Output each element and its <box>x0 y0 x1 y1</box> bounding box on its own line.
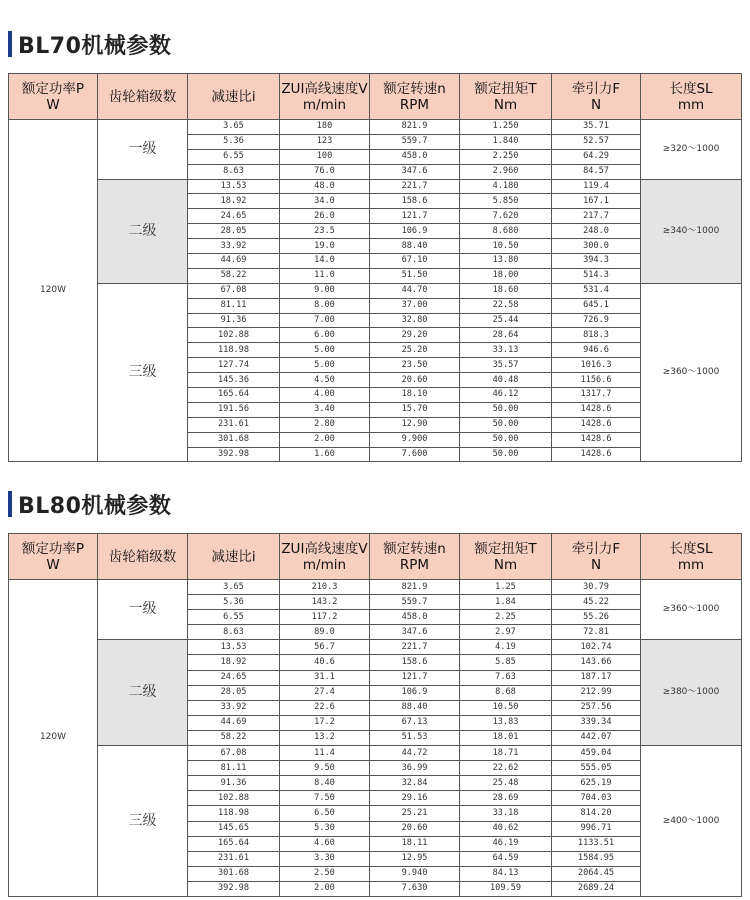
ratio-cell: 24.65 <box>188 209 280 224</box>
torque-cell: 25.48 <box>460 776 552 791</box>
rpm-cell: 12.90 <box>370 417 460 432</box>
header-power: 额定功率P W <box>9 534 98 580</box>
rpm-cell: 18.10 <box>370 388 460 403</box>
force-cell: 45.22 <box>552 595 641 610</box>
bl80-title <box>8 488 741 520</box>
ratio-cell: 165.64 <box>188 388 280 403</box>
rpm-cell: 9.900 <box>370 432 460 447</box>
header-power: 额定功率P W <box>9 74 98 120</box>
length-cell: ≥340～1000 <box>641 179 742 283</box>
ratio-cell: 8.63 <box>188 625 280 640</box>
force-cell: 1156.6 <box>552 373 641 388</box>
force-cell: 1428.6 <box>552 447 641 462</box>
force-cell: 1428.6 <box>552 432 641 447</box>
torque-cell: 18.00 <box>460 268 552 283</box>
torque-cell: 22.58 <box>460 298 552 313</box>
force-cell: 52.57 <box>552 134 641 149</box>
rpm-cell: 44.70 <box>370 283 460 298</box>
stage-cell: 一级 <box>98 580 188 640</box>
force-cell: 55.26 <box>552 610 641 625</box>
torque-cell: 2.97 <box>460 625 552 640</box>
speed-cell: 56.7 <box>280 640 370 655</box>
speed-cell: 9.50 <box>280 761 370 776</box>
length-cell: ≥360～1000 <box>641 283 742 462</box>
force-cell: 35.71 <box>552 120 641 135</box>
ratio-cell: 301.68 <box>188 866 280 881</box>
ratio-cell: 44.69 <box>188 254 280 269</box>
torque-cell: 28.64 <box>460 328 552 343</box>
speed-cell: 4.00 <box>280 388 370 403</box>
rpm-cell: 106.9 <box>370 685 460 700</box>
table-row <box>9 640 742 655</box>
torque-cell: 8.680 <box>460 224 552 239</box>
ratio-cell: 118.98 <box>188 343 280 358</box>
rpm-cell: 121.7 <box>370 670 460 685</box>
speed-cell: 34.0 <box>280 194 370 209</box>
speed-cell: 11.4 <box>280 746 370 761</box>
speed-cell: 89.0 <box>280 625 370 640</box>
stage-cell: 二级 <box>98 640 188 746</box>
force-cell: 514.3 <box>552 268 641 283</box>
ratio-cell: 392.98 <box>188 447 280 462</box>
rpm-cell: 7.600 <box>370 447 460 462</box>
header-speed: ZUI高线速度V m/min <box>280 534 370 580</box>
ratio-cell: 165.64 <box>188 836 280 851</box>
rpm-cell: 158.6 <box>370 655 460 670</box>
torque-cell: 18.71 <box>460 746 552 761</box>
speed-cell: 76.0 <box>280 164 370 179</box>
rpm-cell: 221.7 <box>370 640 460 655</box>
rpm-cell: 12.95 <box>370 851 460 866</box>
speed-cell: 8.40 <box>280 776 370 791</box>
force-cell: 2064.45 <box>552 866 641 881</box>
speed-cell: 9.00 <box>280 283 370 298</box>
torque-cell: 8.68 <box>460 685 552 700</box>
ratio-cell: 18.92 <box>188 194 280 209</box>
bl70-title-text: BL70机械参数 <box>18 33 172 59</box>
speed-cell: 2.00 <box>280 432 370 447</box>
ratio-cell: 33.92 <box>188 239 280 254</box>
rpm-cell: 559.7 <box>370 134 460 149</box>
header-force: 牵引力F N <box>552 534 641 580</box>
speed-cell: 13.2 <box>280 730 370 745</box>
header-length: 长度SL mm <box>641 74 742 120</box>
torque-cell: 33.18 <box>460 806 552 821</box>
ratio-cell: 58.22 <box>188 268 280 283</box>
power-cell: 120W <box>9 120 98 462</box>
ratio-cell: 13.53 <box>188 640 280 655</box>
torque-cell: 7.620 <box>460 209 552 224</box>
bl70-section <box>8 28 741 462</box>
ratio-cell: 33.92 <box>188 700 280 715</box>
force-cell: 814.20 <box>552 806 641 821</box>
ratio-cell: 5.36 <box>188 595 280 610</box>
torque-cell: 2.25 <box>460 610 552 625</box>
force-cell: 555.05 <box>552 761 641 776</box>
speed-cell: 117.2 <box>280 610 370 625</box>
rpm-cell: 88.40 <box>370 239 460 254</box>
ratio-cell: 67.08 <box>188 283 280 298</box>
force-cell: 257.56 <box>552 700 641 715</box>
force-cell: 442.07 <box>552 730 641 745</box>
speed-cell: 2.00 <box>280 881 370 896</box>
ratio-cell: 18.92 <box>188 655 280 670</box>
ratio-cell: 24.65 <box>188 670 280 685</box>
header-rpm: 额定转速n RPM <box>370 534 460 580</box>
force-cell: 1133.51 <box>552 836 641 851</box>
rpm-cell: 51.53 <box>370 730 460 745</box>
torque-cell: 25.44 <box>460 313 552 328</box>
stage-cell: 三级 <box>98 746 188 897</box>
rpm-cell: 9.940 <box>370 866 460 881</box>
table-row <box>9 580 742 595</box>
speed-cell: 5.30 <box>280 821 370 836</box>
speed-cell: 2.80 <box>280 417 370 432</box>
force-cell: 1428.6 <box>552 417 641 432</box>
rpm-cell: 51.50 <box>370 268 460 283</box>
speed-cell: 11.0 <box>280 268 370 283</box>
torque-cell: 50.00 <box>460 447 552 462</box>
header-row <box>9 534 742 580</box>
ratio-cell: 91.36 <box>188 313 280 328</box>
header-row <box>9 74 742 120</box>
ratio-cell: 13.53 <box>188 179 280 194</box>
length-cell: ≥380～1000 <box>641 640 742 746</box>
ratio-cell: 231.61 <box>188 417 280 432</box>
speed-cell: 5.00 <box>280 358 370 373</box>
table-row <box>9 746 742 761</box>
ratio-cell: 28.05 <box>188 224 280 239</box>
rpm-cell: 23.50 <box>370 358 460 373</box>
torque-cell: 1.840 <box>460 134 552 149</box>
speed-cell: 4.50 <box>280 373 370 388</box>
force-cell: 217.7 <box>552 209 641 224</box>
rpm-cell: 20.60 <box>370 821 460 836</box>
bl80-spec-table <box>8 533 742 897</box>
speed-cell: 48.0 <box>280 179 370 194</box>
torque-cell: 64.59 <box>460 851 552 866</box>
speed-cell: 210.3 <box>280 580 370 595</box>
rpm-cell: 32.80 <box>370 313 460 328</box>
force-cell: 459.04 <box>552 746 641 761</box>
speed-cell: 3.30 <box>280 851 370 866</box>
force-cell: 1016.3 <box>552 358 641 373</box>
length-cell: ≥400～1000 <box>641 746 742 897</box>
rpm-cell: 821.9 <box>370 580 460 595</box>
ratio-cell: 118.98 <box>188 806 280 821</box>
torque-cell: 40.48 <box>460 373 552 388</box>
stage-cell: 三级 <box>98 283 188 462</box>
bl70-title <box>8 28 741 60</box>
header-ratio: 减速比i <box>188 74 280 120</box>
speed-cell: 123 <box>280 134 370 149</box>
rpm-cell: 29.16 <box>370 791 460 806</box>
length-cell: ≥360～1000 <box>641 580 742 640</box>
torque-cell: 13.83 <box>460 715 552 730</box>
table-row <box>9 179 742 194</box>
ratio-cell: 145.36 <box>188 373 280 388</box>
torque-cell: 50.00 <box>460 432 552 447</box>
rpm-cell: 37.00 <box>370 298 460 313</box>
speed-cell: 4.60 <box>280 836 370 851</box>
header-rpm: 额定转速n RPM <box>370 74 460 120</box>
rpm-cell: 559.7 <box>370 595 460 610</box>
ratio-cell: 28.05 <box>188 685 280 700</box>
bl80-table-body <box>9 580 742 897</box>
speed-cell: 7.50 <box>280 791 370 806</box>
speed-cell: 6.00 <box>280 328 370 343</box>
force-cell: 187.17 <box>552 670 641 685</box>
stage-cell: 一级 <box>98 120 188 180</box>
force-cell: 645.1 <box>552 298 641 313</box>
force-cell: 167.1 <box>552 194 641 209</box>
speed-cell: 40.6 <box>280 655 370 670</box>
rpm-cell: 121.7 <box>370 209 460 224</box>
ratio-cell: 58.22 <box>188 730 280 745</box>
torque-cell: 46.12 <box>460 388 552 403</box>
header-stage: 齿轮箱级数 <box>98 534 188 580</box>
force-cell: 143.66 <box>552 655 641 670</box>
ratio-cell: 145.65 <box>188 821 280 836</box>
force-cell: 818.3 <box>552 328 641 343</box>
header-stage: 齿轮箱级数 <box>98 74 188 120</box>
header-force: 牵引力F N <box>552 74 641 120</box>
header-length: 长度SL mm <box>641 534 742 580</box>
rpm-cell: 458.0 <box>370 610 460 625</box>
table-row <box>9 120 742 135</box>
ratio-cell: 5.36 <box>188 134 280 149</box>
speed-cell: 1.60 <box>280 447 370 462</box>
force-cell: 1428.6 <box>552 402 641 417</box>
torque-cell: 10.50 <box>460 700 552 715</box>
force-cell: 119.4 <box>552 179 641 194</box>
header-torque: 额定扭矩T Nm <box>460 74 552 120</box>
speed-cell: 27.4 <box>280 685 370 700</box>
torque-cell: 7.63 <box>460 670 552 685</box>
rpm-cell: 29.20 <box>370 328 460 343</box>
ratio-cell: 102.88 <box>188 328 280 343</box>
torque-cell: 50.00 <box>460 417 552 432</box>
torque-cell: 4.19 <box>460 640 552 655</box>
force-cell: 531.4 <box>552 283 641 298</box>
length-cell: ≥320～1000 <box>641 120 742 180</box>
force-cell: 946.6 <box>552 343 641 358</box>
ratio-cell: 231.61 <box>188 851 280 866</box>
speed-cell: 26.0 <box>280 209 370 224</box>
speed-cell: 31.1 <box>280 670 370 685</box>
ratio-cell: 6.55 <box>188 149 280 164</box>
force-cell: 30.79 <box>552 580 641 595</box>
rpm-cell: 25.20 <box>370 343 460 358</box>
speed-cell: 5.00 <box>280 343 370 358</box>
stage-cell: 二级 <box>98 179 188 283</box>
force-cell: 1584.95 <box>552 851 641 866</box>
ratio-cell: 3.65 <box>188 120 280 135</box>
speed-cell: 180 <box>280 120 370 135</box>
force-cell: 996.71 <box>552 821 641 836</box>
torque-cell: 109.59 <box>460 881 552 896</box>
torque-cell: 22.62 <box>460 761 552 776</box>
rpm-cell: 15.70 <box>370 402 460 417</box>
power-cell: 120W <box>9 580 98 897</box>
rpm-cell: 821.9 <box>370 120 460 135</box>
ratio-cell: 91.36 <box>188 776 280 791</box>
speed-cell: 14.0 <box>280 254 370 269</box>
force-cell: 394.3 <box>552 254 641 269</box>
header-ratio: 减速比i <box>188 534 280 580</box>
speed-cell: 2.50 <box>280 866 370 881</box>
force-cell: 625.19 <box>552 776 641 791</box>
ratio-cell: 67.08 <box>188 746 280 761</box>
rpm-cell: 88.40 <box>370 700 460 715</box>
speed-cell: 19.0 <box>280 239 370 254</box>
title-accent-bar <box>8 491 12 517</box>
torque-cell: 84.13 <box>460 866 552 881</box>
ratio-cell: 8.63 <box>188 164 280 179</box>
force-cell: 2689.24 <box>552 881 641 896</box>
ratio-cell: 81.11 <box>188 761 280 776</box>
force-cell: 704.03 <box>552 791 641 806</box>
torque-cell: 1.250 <box>460 120 552 135</box>
torque-cell: 35.57 <box>460 358 552 373</box>
bl70-table-body <box>9 120 742 462</box>
force-cell: 300.0 <box>552 239 641 254</box>
force-cell: 64.29 <box>552 149 641 164</box>
rpm-cell: 67.13 <box>370 715 460 730</box>
speed-cell: 17.2 <box>280 715 370 730</box>
rpm-cell: 458.0 <box>370 149 460 164</box>
ratio-cell: 44.69 <box>188 715 280 730</box>
speed-cell: 7.00 <box>280 313 370 328</box>
rpm-cell: 106.9 <box>370 224 460 239</box>
ratio-cell: 3.65 <box>188 580 280 595</box>
rpm-cell: 158.6 <box>370 194 460 209</box>
rpm-cell: 20.60 <box>370 373 460 388</box>
torque-cell: 50.00 <box>460 402 552 417</box>
torque-cell: 40.62 <box>460 821 552 836</box>
rpm-cell: 44.72 <box>370 746 460 761</box>
torque-cell: 46.19 <box>460 836 552 851</box>
rpm-cell: 347.6 <box>370 164 460 179</box>
ratio-cell: 81.11 <box>188 298 280 313</box>
speed-cell: 8.00 <box>280 298 370 313</box>
rpm-cell: 67.10 <box>370 254 460 269</box>
speed-cell: 22.6 <box>280 700 370 715</box>
rpm-cell: 25.21 <box>370 806 460 821</box>
torque-cell: 5.850 <box>460 194 552 209</box>
torque-cell: 10.50 <box>460 239 552 254</box>
force-cell: 726.9 <box>552 313 641 328</box>
speed-cell: 100 <box>280 149 370 164</box>
torque-cell: 2.960 <box>460 164 552 179</box>
force-cell: 248.0 <box>552 224 641 239</box>
ratio-cell: 6.55 <box>188 610 280 625</box>
ratio-cell: 392.98 <box>188 881 280 896</box>
torque-cell: 1.84 <box>460 595 552 610</box>
torque-cell: 5.85 <box>460 655 552 670</box>
header-torque: 额定扭矩T Nm <box>460 534 552 580</box>
force-cell: 102.74 <box>552 640 641 655</box>
torque-cell: 13.80 <box>460 254 552 269</box>
rpm-cell: 347.6 <box>370 625 460 640</box>
force-cell: 339.34 <box>552 715 641 730</box>
torque-cell: 28.69 <box>460 791 552 806</box>
bl80-section <box>8 488 741 897</box>
rpm-cell: 18.11 <box>370 836 460 851</box>
ratio-cell: 191.56 <box>188 402 280 417</box>
table-row <box>9 283 742 298</box>
torque-cell: 18.60 <box>460 283 552 298</box>
speed-cell: 23.5 <box>280 224 370 239</box>
force-cell: 72.81 <box>552 625 641 640</box>
rpm-cell: 36.99 <box>370 761 460 776</box>
rpm-cell: 32.84 <box>370 776 460 791</box>
rpm-cell: 7.630 <box>370 881 460 896</box>
ratio-cell: 102.88 <box>188 791 280 806</box>
bl80-title-text: BL80机械参数 <box>18 493 172 519</box>
ratio-cell: 301.68 <box>188 432 280 447</box>
force-cell: 84.57 <box>552 164 641 179</box>
bl70-spec-table <box>8 73 742 462</box>
speed-cell: 6.50 <box>280 806 370 821</box>
ratio-cell: 127.74 <box>188 358 280 373</box>
rpm-cell: 221.7 <box>370 179 460 194</box>
torque-cell: 2.250 <box>460 149 552 164</box>
force-cell: 1317.7 <box>552 388 641 403</box>
torque-cell: 33.13 <box>460 343 552 358</box>
header-speed: ZUI高线速度V m/min <box>280 74 370 120</box>
torque-cell: 1.25 <box>460 580 552 595</box>
torque-cell: 18.01 <box>460 730 552 745</box>
title-accent-bar <box>8 31 12 57</box>
torque-cell: 4.180 <box>460 179 552 194</box>
speed-cell: 3.40 <box>280 402 370 417</box>
force-cell: 212.99 <box>552 685 641 700</box>
speed-cell: 143.2 <box>280 595 370 610</box>
